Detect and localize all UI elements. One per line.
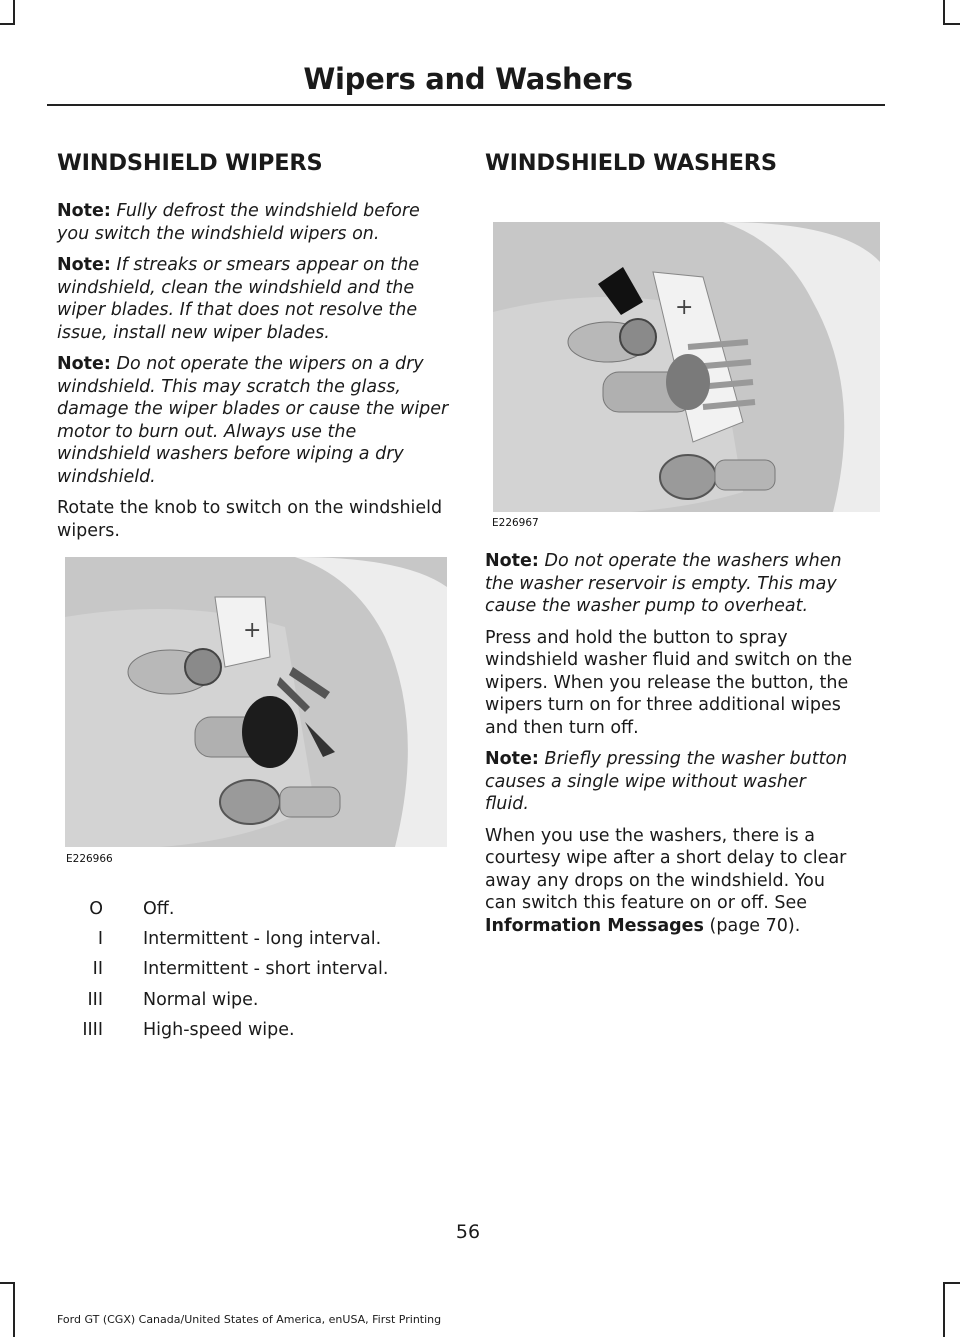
information-messages-link[interactable]: Information Messages	[485, 915, 704, 936]
note-label: Note:	[57, 354, 111, 374]
note-text: Briefly pressing the washer button causes a single wipe without washer fluid.	[485, 749, 848, 814]
paragraph-rotate-knob: Rotate the knob to switch on the windshield wipers.	[57, 498, 443, 541]
note-label: Note:	[57, 255, 111, 275]
legend-value: Intermittent - short interval.	[143, 959, 389, 979]
page-header-title: Wipers and Washers	[303, 62, 633, 96]
paragraph-courtesy-wipe	[485, 825, 855, 938]
figure-code-left: E226966	[66, 853, 113, 865]
legend-row	[57, 899, 449, 925]
legend-value: Intermittent - long interval.	[143, 929, 382, 949]
right-column-top	[485, 150, 855, 176]
footer-text: Ford GT (CGX) Canada/United States of America, enUSA, First Printing	[57, 1313, 442, 1326]
note-text: Do not operate the washers when the washer reservoir is empty. This may cause the washer pump to overheat.	[485, 551, 842, 616]
legend-key: IIII	[82, 1020, 103, 1040]
figure-wiper-knob	[65, 557, 447, 847]
note-streaks	[57, 254, 449, 344]
note-empty-reservoir	[485, 550, 855, 618]
legend-row	[57, 990, 449, 1016]
paragraph-text: When you use the washers, there is a courtesy wipe after a short delay to clear away any drops on the windshield. You can switch this feature on or off. See	[485, 825, 847, 913]
note-text: If streaks or smears appear on the windshield, clean the windshield and the wiper blades. If that does not resolve the issue, install new wiper blades.	[57, 255, 420, 343]
section-heading-wipers: WINDSHIELD WIPERS	[57, 150, 323, 176]
legend-value: Off.	[143, 899, 175, 919]
left-column	[57, 150, 449, 542]
section-heading-washers: WINDSHIELD WASHERS	[485, 150, 777, 176]
note-dry-windshield	[57, 353, 449, 488]
paragraph-press-hold: Press and hold the button to spray windshield washer fluid and switch on the wipers. When you release the button, the wipers turn on for three additional wipes and then turn off.	[485, 627, 853, 738]
svg-text:+: +	[243, 618, 262, 643]
legend-key: I	[97, 929, 103, 949]
note-text: Do not operate the wipers on a dry windshield. This may scratch the glass, damage the wiper blades or cause the wiper motor to burn out. Always use the windshield washers before wiping a dry windshield.	[57, 354, 449, 487]
right-column-body	[485, 550, 855, 937]
note-label: Note:	[485, 551, 539, 571]
legend-key: II	[92, 959, 103, 979]
crop-mark-top-left-v	[13, 0, 15, 25]
header-rule	[47, 104, 885, 106]
crop-mark-bottom-left-v	[13, 1282, 15, 1337]
note-defrost	[57, 200, 449, 245]
note-label: Note:	[485, 749, 539, 769]
page-reference: (page 70).	[703, 915, 801, 936]
note-label: Note:	[57, 201, 111, 221]
legend-value: High-speed wipe.	[143, 1020, 295, 1040]
crop-mark-bottom-right-h	[944, 1282, 960, 1284]
legend-key: III	[87, 990, 103, 1010]
crop-mark-bottom-left-h	[0, 1282, 14, 1284]
crop-mark-top-right-v	[943, 0, 945, 25]
legend-key: O	[89, 899, 103, 919]
note-brief-press	[485, 748, 855, 816]
legend-value: Normal wipe.	[143, 990, 259, 1010]
figure-code-right: E226967	[492, 517, 539, 529]
figure-washer-button	[493, 222, 880, 512]
legend-row	[57, 1020, 449, 1046]
svg-text:+: +	[675, 295, 694, 320]
crop-mark-top-left-h	[0, 23, 14, 25]
crop-mark-bottom-right-v	[943, 1282, 945, 1337]
legend-row	[57, 929, 449, 955]
crop-mark-top-right-h	[944, 23, 960, 25]
legend-row	[57, 959, 449, 985]
washer-button-illustration	[493, 222, 880, 512]
page-number: 56	[455, 1221, 481, 1243]
note-text: Fully defrost the windshield before you switch the windshield wipers on.	[57, 201, 420, 244]
wiper-knob-illustration	[65, 557, 447, 847]
